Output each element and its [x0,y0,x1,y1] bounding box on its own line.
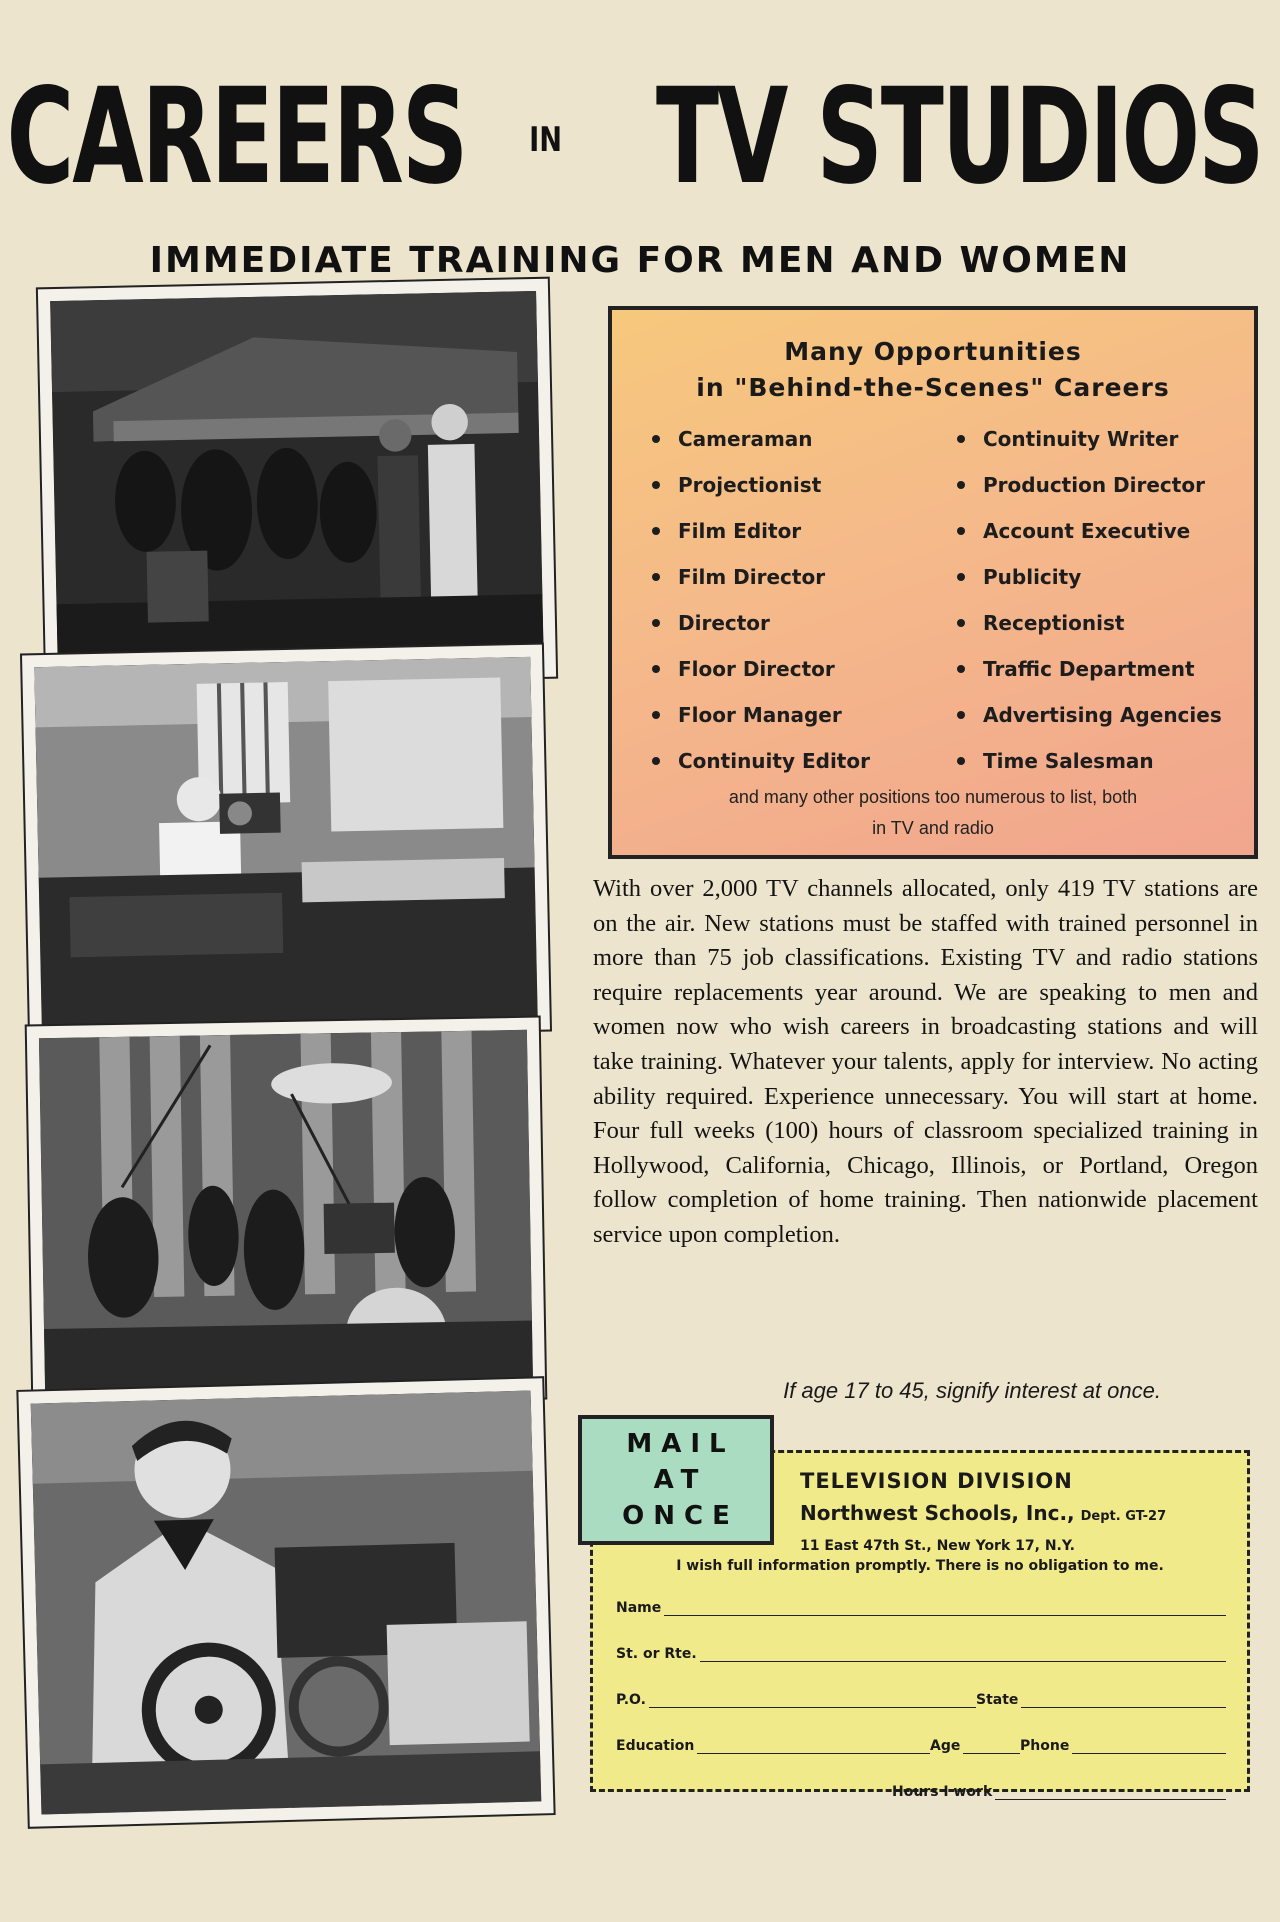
photo-studio-broadcast-image [39,1030,533,1394]
bullet-icon [652,711,660,719]
bullet-icon [652,665,660,673]
career-item: Director [652,600,957,646]
education-label: Education [616,1738,695,1754]
age-label: Age [930,1738,961,1754]
mailing-address [800,1465,1240,1559]
career-item: Film Director [652,554,957,600]
coupon-instruction: I wish full information promptly. There is no obligation to me. [676,1558,1164,1574]
bullet-icon [957,665,965,673]
career-item: Continuity Editor [652,738,957,784]
career-item: Receptionist [957,600,1242,646]
hours-label: Hours I work [892,1784,993,1800]
career-item: Floor Manager [652,692,957,738]
street-field[interactable] [616,1646,1226,1662]
careers-list [652,416,1242,784]
opportunities-title [612,334,1254,406]
opportunities-title-line2: in "Behind-the-Scenes" Careers [696,373,1170,402]
bullet-icon [957,573,965,581]
career-item: Production Director [957,462,1242,508]
subheadline: IMMEDIATE TRAINING FOR MEN AND WOMEN [149,240,1131,281]
opportunities-footer-line2: in TV and radio [872,818,994,838]
education-field[interactable] [616,1738,930,1754]
career-item: Publicity [957,554,1242,600]
opportunities-title-line1: Many Opportunities [784,337,1082,366]
hours-line[interactable] [995,1786,1226,1800]
street-line[interactable] [700,1648,1226,1662]
phone-field[interactable] [1020,1738,1226,1754]
career-item: Account Executive [957,508,1242,554]
mail-at-once-badge [578,1415,774,1545]
po-field[interactable] [616,1692,976,1708]
body-paragraph: With over 2,000 TV channels allocated, only 419 TV stations are on the air. New stations must be staffed with trained personnel in more than 75 job classifications. Existing TV and radio stations require replacements year around. We are speaking to men and women now who wish careers in broadcasting stations and will take training. Whatever your talents, apply for interview. No acting ability required. Experience unnecessary. You will start at home. Four full weeks (100) hours of classroom specialized training in Hollywood, California, Chicago, Illinois, or Portland, Oregon follow completion of home training. Then nationwide placement service upon completion. [593,875,1258,1248]
school-name: Northwest Schools, Inc., [800,1501,1075,1525]
photo-control-desk [22,645,550,1041]
bullet-icon [652,619,660,627]
state-field[interactable] [976,1692,1226,1708]
mail-line2: AT [653,1465,708,1495]
department-code: Dept. GT-27 [1080,1509,1167,1524]
bullet-icon [957,527,965,535]
bullet-icon [957,711,965,719]
photo-studio-broadcast [27,1018,546,1407]
bullet-icon [957,619,965,627]
bullet-icon [652,527,660,535]
education-line[interactable] [697,1740,930,1754]
photo-studio-crowd [38,279,556,688]
hours-field[interactable] [892,1784,1226,1800]
phone-line[interactable] [1072,1740,1226,1754]
career-item: Advertising Agencies [957,692,1242,738]
street-address: 11 East 47th St., New York 17, N.Y. [800,1538,1075,1554]
bullet-icon [957,435,965,443]
bullet-icon [652,481,660,489]
bullet-icon [652,573,660,581]
bullet-icon [652,435,660,443]
opportunities-footer [612,782,1254,844]
state-label: State [976,1692,1019,1708]
street-label: St. or Rte. [616,1646,697,1662]
bullet-icon [957,757,965,765]
mail-line3: ONCE [622,1501,739,1531]
po-label: P.O. [616,1692,646,1708]
headline [6,60,1270,214]
po-line[interactable] [649,1694,976,1708]
school-line [800,1497,1240,1533]
mail-line1: MAIL [626,1429,735,1459]
name-field[interactable] [616,1600,1226,1616]
bullet-icon [957,481,965,489]
photo-projectionist [18,1378,553,1827]
name-label: Name [616,1600,662,1616]
age-field[interactable] [930,1738,1020,1754]
photo-projectionist-image [31,1391,542,1815]
career-item: Floor Director [652,646,957,692]
career-item: Projectionist [652,462,957,508]
phone-label: Phone [1020,1738,1070,1754]
career-item: Continuity Writer [957,416,1242,462]
age-notice: If age 17 to 45, signify interest at once. [783,1378,1161,1403]
age-line[interactable] [963,1740,1020,1754]
opportunities-footer-line1: and many other positions too numerous to list, both [728,787,1138,807]
photo-control-desk-image [34,657,537,1028]
bullet-icon [652,757,660,765]
state-line[interactable] [1021,1694,1226,1708]
career-item: Film Editor [652,508,957,554]
name-line[interactable] [664,1602,1226,1616]
photo-studio-crowd-image [50,291,544,675]
opportunities-box [608,306,1258,859]
division-name: TELEVISION DIVISION [800,1469,1073,1493]
career-item: Cameraman [652,416,957,462]
career-item: Traffic Department [957,646,1242,692]
headline-careers: CAREERS [6,60,467,214]
headline-tv-studios: TV STUDIOS [655,60,1263,214]
career-item: Time Salesman [957,738,1242,784]
headline-in: IN [528,120,562,160]
